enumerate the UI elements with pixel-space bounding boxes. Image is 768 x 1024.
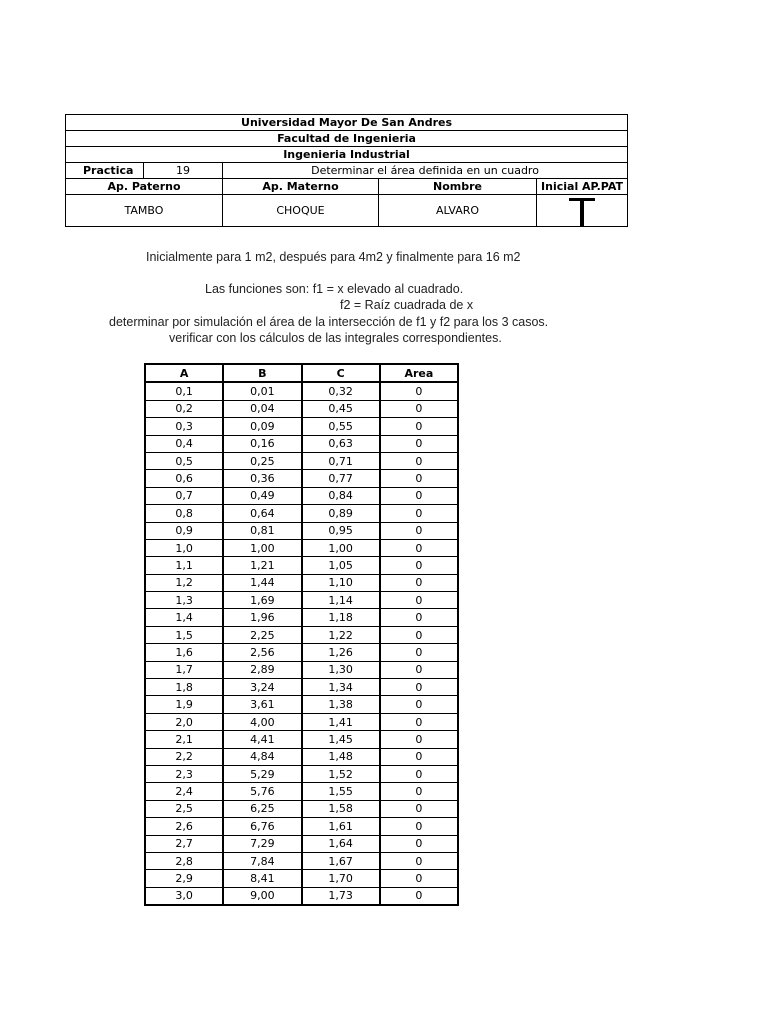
table-row bbox=[145, 696, 458, 713]
table-cell: 0 bbox=[380, 835, 458, 852]
instruction-line-3: f2 = Raíz cuadrada de x bbox=[340, 298, 474, 312]
table-row bbox=[145, 835, 458, 852]
table-row bbox=[145, 748, 458, 765]
table-cell: 0 bbox=[380, 870, 458, 887]
table-cell: 1,8 bbox=[145, 679, 223, 696]
table-cell: 0,16 bbox=[223, 435, 301, 452]
table-cell: 0,9 bbox=[145, 522, 223, 539]
table-cell: 5,29 bbox=[223, 765, 301, 782]
table-cell: 0,77 bbox=[302, 470, 380, 487]
table-cell: 2,8 bbox=[145, 852, 223, 869]
table-cell: 0,55 bbox=[302, 418, 380, 435]
table-cell: 0,36 bbox=[223, 470, 301, 487]
table-cell: 0 bbox=[380, 400, 458, 417]
col-a: A bbox=[145, 364, 223, 382]
value-inicial bbox=[537, 195, 628, 227]
table-row bbox=[145, 505, 458, 522]
table-cell: 1,38 bbox=[302, 696, 380, 713]
table-row bbox=[145, 731, 458, 748]
table-cell: 0 bbox=[380, 609, 458, 626]
col-ap-paterno: Ap. Paterno bbox=[66, 179, 223, 195]
table-row bbox=[145, 418, 458, 435]
table-cell: 2,0 bbox=[145, 713, 223, 730]
table-row bbox=[145, 487, 458, 504]
table-row bbox=[145, 661, 458, 678]
table-cell: 0,2 bbox=[145, 400, 223, 417]
instruction-line-2: Las funciones son: f1 = x elevado al cuadrado. bbox=[205, 282, 464, 296]
table-cell: 1,05 bbox=[302, 557, 380, 574]
table-cell: 0 bbox=[380, 818, 458, 835]
table-row bbox=[145, 400, 458, 417]
instruction-line-1: Inicialmente para 1 m2, después para 4m2 y finalmente para 16 m2 bbox=[146, 250, 521, 264]
table-cell: 0 bbox=[380, 505, 458, 522]
table-cell: 2,5 bbox=[145, 800, 223, 817]
table-cell: 1,2 bbox=[145, 574, 223, 591]
table-cell: 3,24 bbox=[223, 679, 301, 696]
table-cell: 0,45 bbox=[302, 400, 380, 417]
table-cell: 2,25 bbox=[223, 626, 301, 643]
table-cell: 0 bbox=[380, 748, 458, 765]
table-cell: 6,76 bbox=[223, 818, 301, 835]
table-cell: 0 bbox=[380, 783, 458, 800]
table-cell: 0,7 bbox=[145, 487, 223, 504]
instruction-line-5: verificar con los cálculos de las integrales correspondientes. bbox=[169, 331, 502, 345]
table-row bbox=[145, 557, 458, 574]
table-cell: 7,84 bbox=[223, 852, 301, 869]
col-nombre: Nombre bbox=[379, 179, 537, 195]
table-row bbox=[145, 679, 458, 696]
table-cell: 0,25 bbox=[223, 452, 301, 469]
table-cell: 1,48 bbox=[302, 748, 380, 765]
table-cell: 1,96 bbox=[223, 609, 301, 626]
table-row bbox=[145, 818, 458, 835]
table-cell: 0,4 bbox=[145, 435, 223, 452]
table-cell: 0,81 bbox=[223, 522, 301, 539]
table-cell: 0 bbox=[380, 887, 458, 905]
university-name: Universidad Mayor De San Andres bbox=[66, 115, 628, 131]
table-row bbox=[145, 644, 458, 661]
practice-title: Determinar el área definida en un cuadro bbox=[223, 163, 628, 179]
table-cell: 1,3 bbox=[145, 592, 223, 609]
table-cell: 0,04 bbox=[223, 400, 301, 417]
table-cell: 8,41 bbox=[223, 870, 301, 887]
table-cell: 3,0 bbox=[145, 887, 223, 905]
table-cell: 0 bbox=[380, 418, 458, 435]
table-cell: 0,6 bbox=[145, 470, 223, 487]
table-row bbox=[145, 870, 458, 887]
table-cell: 0,1 bbox=[145, 382, 223, 400]
instruction-line-4: determinar por simulación el área de la intersección de f1 y f2 para los 3 casos. bbox=[109, 315, 549, 329]
table-cell: 1,58 bbox=[302, 800, 380, 817]
table-cell: 0 bbox=[380, 382, 458, 400]
table-cell: 0 bbox=[380, 626, 458, 643]
table-row bbox=[145, 382, 458, 400]
table-cell: 1,34 bbox=[302, 679, 380, 696]
table-cell: 0 bbox=[380, 487, 458, 504]
table-cell: 4,84 bbox=[223, 748, 301, 765]
table-cell: 2,2 bbox=[145, 748, 223, 765]
table-cell: 0 bbox=[380, 539, 458, 556]
table-row bbox=[145, 783, 458, 800]
table-cell: 2,6 bbox=[145, 818, 223, 835]
table-cell: 1,00 bbox=[302, 539, 380, 556]
value-ap-paterno: TAMBO bbox=[66, 195, 223, 227]
faculty-name: Facultad de Ingenieria bbox=[66, 131, 628, 147]
value-nombre: ALVARO bbox=[379, 195, 537, 227]
table-cell: 4,41 bbox=[223, 731, 301, 748]
table-cell: 0 bbox=[380, 470, 458, 487]
table-cell: 1,67 bbox=[302, 852, 380, 869]
table-cell: 1,4 bbox=[145, 609, 223, 626]
table-cell: 0 bbox=[380, 522, 458, 539]
col-inicial: Inicial AP.PAT bbox=[537, 179, 628, 195]
table-cell: 1,14 bbox=[302, 592, 380, 609]
table-row bbox=[145, 887, 458, 905]
table-cell: 1,45 bbox=[302, 731, 380, 748]
table-cell: 4,00 bbox=[223, 713, 301, 730]
table-cell: 0 bbox=[380, 435, 458, 452]
col-area: Area bbox=[380, 364, 458, 382]
table-row bbox=[145, 713, 458, 730]
table-cell: 1,5 bbox=[145, 626, 223, 643]
table-cell: 1,69 bbox=[223, 592, 301, 609]
table-cell: 0,3 bbox=[145, 418, 223, 435]
table-cell: 1,73 bbox=[302, 887, 380, 905]
table-cell: 0 bbox=[380, 852, 458, 869]
practice-number: 19 bbox=[144, 163, 223, 179]
table-cell: 1,30 bbox=[302, 661, 380, 678]
table-cell: 0 bbox=[380, 557, 458, 574]
table-cell: 1,61 bbox=[302, 818, 380, 835]
table-cell: 5,76 bbox=[223, 783, 301, 800]
table-cell: 0,49 bbox=[223, 487, 301, 504]
table-cell: 0,32 bbox=[302, 382, 380, 400]
table-cell: 0,64 bbox=[223, 505, 301, 522]
table-cell: 2,89 bbox=[223, 661, 301, 678]
table-cell: 0 bbox=[380, 644, 458, 661]
table-cell: 1,6 bbox=[145, 644, 223, 661]
practice-label: Practica bbox=[66, 163, 144, 179]
table-row bbox=[145, 592, 458, 609]
table-cell: 0 bbox=[380, 574, 458, 591]
table-cell: 0,84 bbox=[302, 487, 380, 504]
table-cell: 0,95 bbox=[302, 522, 380, 539]
table-cell: 1,64 bbox=[302, 835, 380, 852]
table-cell: 0 bbox=[380, 661, 458, 678]
table-cell: 7,29 bbox=[223, 835, 301, 852]
table-cell: 1,26 bbox=[302, 644, 380, 661]
table-row bbox=[145, 539, 458, 556]
table-row bbox=[145, 626, 458, 643]
value-ap-materno: CHOQUE bbox=[223, 195, 379, 227]
table-row bbox=[145, 452, 458, 469]
table-row bbox=[145, 765, 458, 782]
table-row bbox=[145, 435, 458, 452]
table-cell: 2,56 bbox=[223, 644, 301, 661]
table-cell: 0,89 bbox=[302, 505, 380, 522]
table-row bbox=[145, 609, 458, 626]
table-row bbox=[145, 800, 458, 817]
col-ap-materno: Ap. Materno bbox=[223, 179, 379, 195]
table-cell: 3,61 bbox=[223, 696, 301, 713]
table-cell: 1,7 bbox=[145, 661, 223, 678]
table-cell: 0 bbox=[380, 713, 458, 730]
table-cell: 1,70 bbox=[302, 870, 380, 887]
table-cell: 0,5 bbox=[145, 452, 223, 469]
table-cell: 0,8 bbox=[145, 505, 223, 522]
table-cell: 0,63 bbox=[302, 435, 380, 452]
table-cell: 0 bbox=[380, 800, 458, 817]
table-cell: 0 bbox=[380, 679, 458, 696]
table-cell: 0 bbox=[380, 452, 458, 469]
table-cell: 1,18 bbox=[302, 609, 380, 626]
initial-t-mark bbox=[569, 196, 595, 226]
table-cell: 1,55 bbox=[302, 783, 380, 800]
table-cell: 1,00 bbox=[223, 539, 301, 556]
table-cell: 9,00 bbox=[223, 887, 301, 905]
table-cell: 1,9 bbox=[145, 696, 223, 713]
table-row bbox=[145, 470, 458, 487]
table-cell: 1,21 bbox=[223, 557, 301, 574]
table-cell: 1,22 bbox=[302, 626, 380, 643]
table-cell: 1,1 bbox=[145, 557, 223, 574]
table-cell: 0 bbox=[380, 592, 458, 609]
table-cell: 0,01 bbox=[223, 382, 301, 400]
table-cell: 1,41 bbox=[302, 713, 380, 730]
data-table bbox=[144, 363, 459, 906]
table-cell: 2,3 bbox=[145, 765, 223, 782]
table-cell: 0 bbox=[380, 765, 458, 782]
table-row bbox=[145, 522, 458, 539]
table-cell: 1,0 bbox=[145, 539, 223, 556]
table-row bbox=[145, 852, 458, 869]
table-cell: 6,25 bbox=[223, 800, 301, 817]
table-cell: 0,09 bbox=[223, 418, 301, 435]
table-cell: 1,44 bbox=[223, 574, 301, 591]
table-cell: 2,7 bbox=[145, 835, 223, 852]
table-row bbox=[145, 574, 458, 591]
table-cell: 0 bbox=[380, 731, 458, 748]
table-cell: 1,52 bbox=[302, 765, 380, 782]
table-cell: 2,9 bbox=[145, 870, 223, 887]
table-cell: 2,4 bbox=[145, 783, 223, 800]
career-name: Ingenieria Industrial bbox=[66, 147, 628, 163]
table-cell: 2,1 bbox=[145, 731, 223, 748]
table-cell: 0,71 bbox=[302, 452, 380, 469]
col-b: B bbox=[223, 364, 301, 382]
table-cell: 1,10 bbox=[302, 574, 380, 591]
table-cell: 0 bbox=[380, 696, 458, 713]
header-table bbox=[65, 114, 628, 227]
col-c: C bbox=[302, 364, 380, 382]
